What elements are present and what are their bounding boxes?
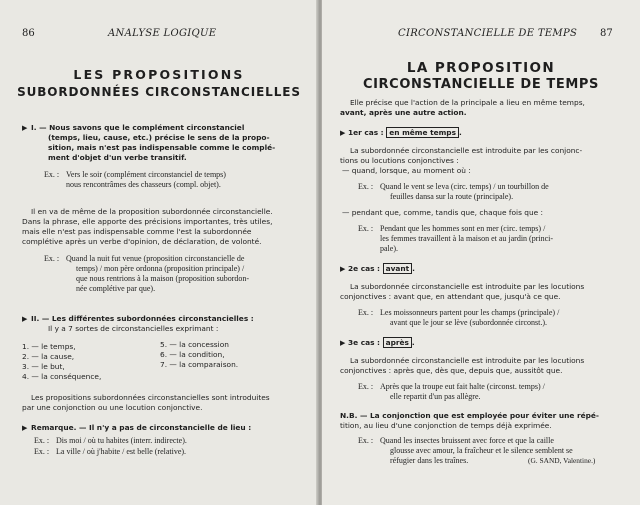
left-title-line2: SUBORDONNÉES CIRCONSTANCIELLES — [17, 85, 301, 99]
intro-line: avant, après une autre action. — [340, 108, 467, 117]
list-item: 1. — le temps, — [22, 342, 76, 351]
case-label: 1er cas : — [347, 128, 384, 137]
case-end: . — [411, 338, 415, 347]
ex-label: Ex. : — [34, 447, 50, 456]
case2-heading — [340, 264, 415, 274]
ex-line: temps) / mon père ordonna (proposition principale) / — [76, 264, 245, 273]
arrow-icon: ▶ — [22, 124, 28, 132]
ex-line: glousse avec amour, la fraîcheur et le silence semblent se — [390, 446, 573, 455]
ex-label: Ex. : — [358, 382, 374, 391]
case3-heading — [340, 338, 415, 348]
s1-line: sition, mais n'est pas indispensable comme le complé- — [48, 143, 276, 152]
running-head-left: ANALYSE LOGIQUE — [108, 28, 217, 39]
para2-line: Dans la phrase, elle apporte des précisions importantes, très utiles, — [22, 217, 273, 226]
para3-line: Les propositions subordonnées circonstancielles sont introduites — [31, 393, 270, 402]
ex-line: Quand les insectes bruissent avec force et que la caille — [380, 436, 554, 445]
case1-heading — [340, 128, 462, 138]
ex-line: née complétive par que). — [76, 284, 156, 293]
left-page — [0, 0, 318, 505]
ex-line: Pendant que les hommes sont en mer (circ. temps) / — [380, 224, 546, 233]
arrow-icon: ▶ — [340, 339, 346, 347]
arrow-icon: ▶ — [22, 315, 28, 323]
ex-line: nous rencontrâmes des chasseurs (compl. objet). — [66, 180, 221, 189]
case-label: 2e cas : — [347, 264, 380, 273]
running-head-right: CIRCONSTANCIELLE DE TEMPS — [398, 28, 578, 39]
list-item: 6. — la condition, — [160, 350, 225, 359]
ex-line: Quand le vent se leva (circ. temps) / un tourbillon de — [380, 182, 549, 191]
para2-line: Il en va de même de la proposition subordonnée circonstancielle. — [31, 207, 273, 216]
s1-line: I. — Nous savons que le complément circonstanciel — [31, 123, 245, 132]
ex-label: Ex. : — [358, 436, 374, 445]
arrow-icon: ▶ — [340, 129, 346, 137]
case-line: conjonctives : avant que, en attendant que, jusqu'à ce que. — [340, 292, 561, 301]
ex-label: Ex. : — [358, 224, 374, 233]
ex-label: Ex. : — [44, 254, 60, 263]
ex-line: Dis moi / où tu habites (interr. indirecte). — [56, 436, 187, 445]
ex-line: Les moissonneurs partent pour les champs (principale) / — [380, 308, 560, 317]
para2-line: complétive après un verbe d'opinion, de déclaration, de volonté. — [22, 237, 262, 246]
ex-label: Ex. : — [358, 182, 374, 191]
right-title-line2: CIRCONSTANCIELLE DE TEMPS — [362, 77, 600, 92]
ex-line: réfugier dans les traînes. — [390, 456, 469, 465]
list-item: 4. — la conséquence, — [22, 372, 102, 381]
ex-line: Quand la nuit fut venue (proposition circonstancielle de — [66, 254, 245, 263]
arrow-icon: ▶ — [22, 424, 28, 432]
page-number-left: 86 — [22, 28, 35, 39]
ex-line: elle repartit d'un pas allègre. — [390, 392, 481, 401]
ex-label: Ex. : — [44, 170, 60, 179]
case-boxed-term: avant — [383, 263, 413, 274]
case-end: . — [412, 264, 415, 273]
case-boxed-term: en même temps — [386, 127, 459, 138]
para2-line: mais elle n'est pas indispensable comme l'est la subordonnée — [22, 227, 252, 236]
nb-line: tition, au lieu d'une conjonction de temps déjà exprimée. — [340, 421, 552, 430]
case-line: — quand, lorsque, au moment où : — [342, 166, 471, 175]
case-line: La subordonnée circonstancielle est introduite par les locutions — [350, 356, 585, 365]
case-end: . — [459, 128, 462, 137]
ex-line: que nous rentrions à la maison (proposition subordon- — [76, 274, 250, 283]
ex-line: feuilles dansa sur la route (principale). — [390, 192, 514, 201]
ex-line: Vers le soir (complément circonstanciel de temps) — [66, 170, 226, 179]
s1-line: ment d'objet d'un verbe transitif. — [48, 153, 187, 162]
ex-line: La ville / où j'habite / est belle (relative). — [56, 447, 187, 456]
right-title-line1: LA PROPOSITION — [406, 60, 556, 76]
arrow-icon: ▶ — [340, 265, 346, 273]
case-line: La subordonnée circonstancielle est introduite par les locutions — [350, 282, 585, 291]
left-title-line1: LES PROPOSITIONS — [73, 67, 245, 82]
intro-line: Elle précise que l'action de la principale a lieu en même temps, — [350, 98, 585, 107]
list-item: 5. — la concession — [160, 340, 229, 349]
ex-line: pale). — [380, 244, 398, 253]
s2-heading: II. — Les différentes subordonnées circonstancielles : — [31, 314, 254, 323]
right-page — [322, 0, 640, 505]
ex-label: Ex. : — [34, 436, 50, 445]
list-item: 3. — le but, — [22, 362, 65, 371]
ex-line: Après que la troupe eut fait halte (circonst. temps) / — [380, 382, 545, 391]
case-line: conjonctives : après que, dès que, depuis que, aussitôt que. — [340, 366, 563, 375]
ex-line: avant que le jour se lève (subordonnée circonst.). — [390, 318, 548, 327]
s1-line: (temps, lieu, cause, etc.) précise le sens de la propo- — [48, 133, 270, 142]
para3-line: par une conjonction ou une locution conjonctive. — [22, 403, 203, 412]
list-item: 2. — la cause, — [22, 352, 75, 361]
case-label: 3e cas : — [347, 338, 380, 347]
page-number-right: 87 — [600, 28, 613, 39]
ex-label: Ex. : — [358, 308, 374, 317]
citation: (G. SAND, Valentine.) — [528, 456, 596, 465]
case-line: — pendant que, comme, tandis que, chaque fois que : — [342, 208, 544, 217]
case-line: tions ou locutions conjonctives : — [340, 156, 459, 165]
ex-line: les femmes travaillent à la maison et au jardin (princi- — [380, 234, 554, 243]
case-boxed-term: après — [383, 337, 412, 348]
nb-line: N.B. — La conjonction que est employée pour éviter une répé- — [340, 411, 599, 420]
case-line: La subordonnée circonstancielle est introduite par les conjonc- — [350, 146, 583, 155]
s2-subline: Il y a 7 sortes de circonstancielles exprimant : — [48, 324, 219, 333]
list-item: 7. — la comparaison. — [160, 360, 239, 369]
remark-heading: Remarque. — Il n'y a pas de circonstancielle de lieu : — [31, 423, 252, 432]
